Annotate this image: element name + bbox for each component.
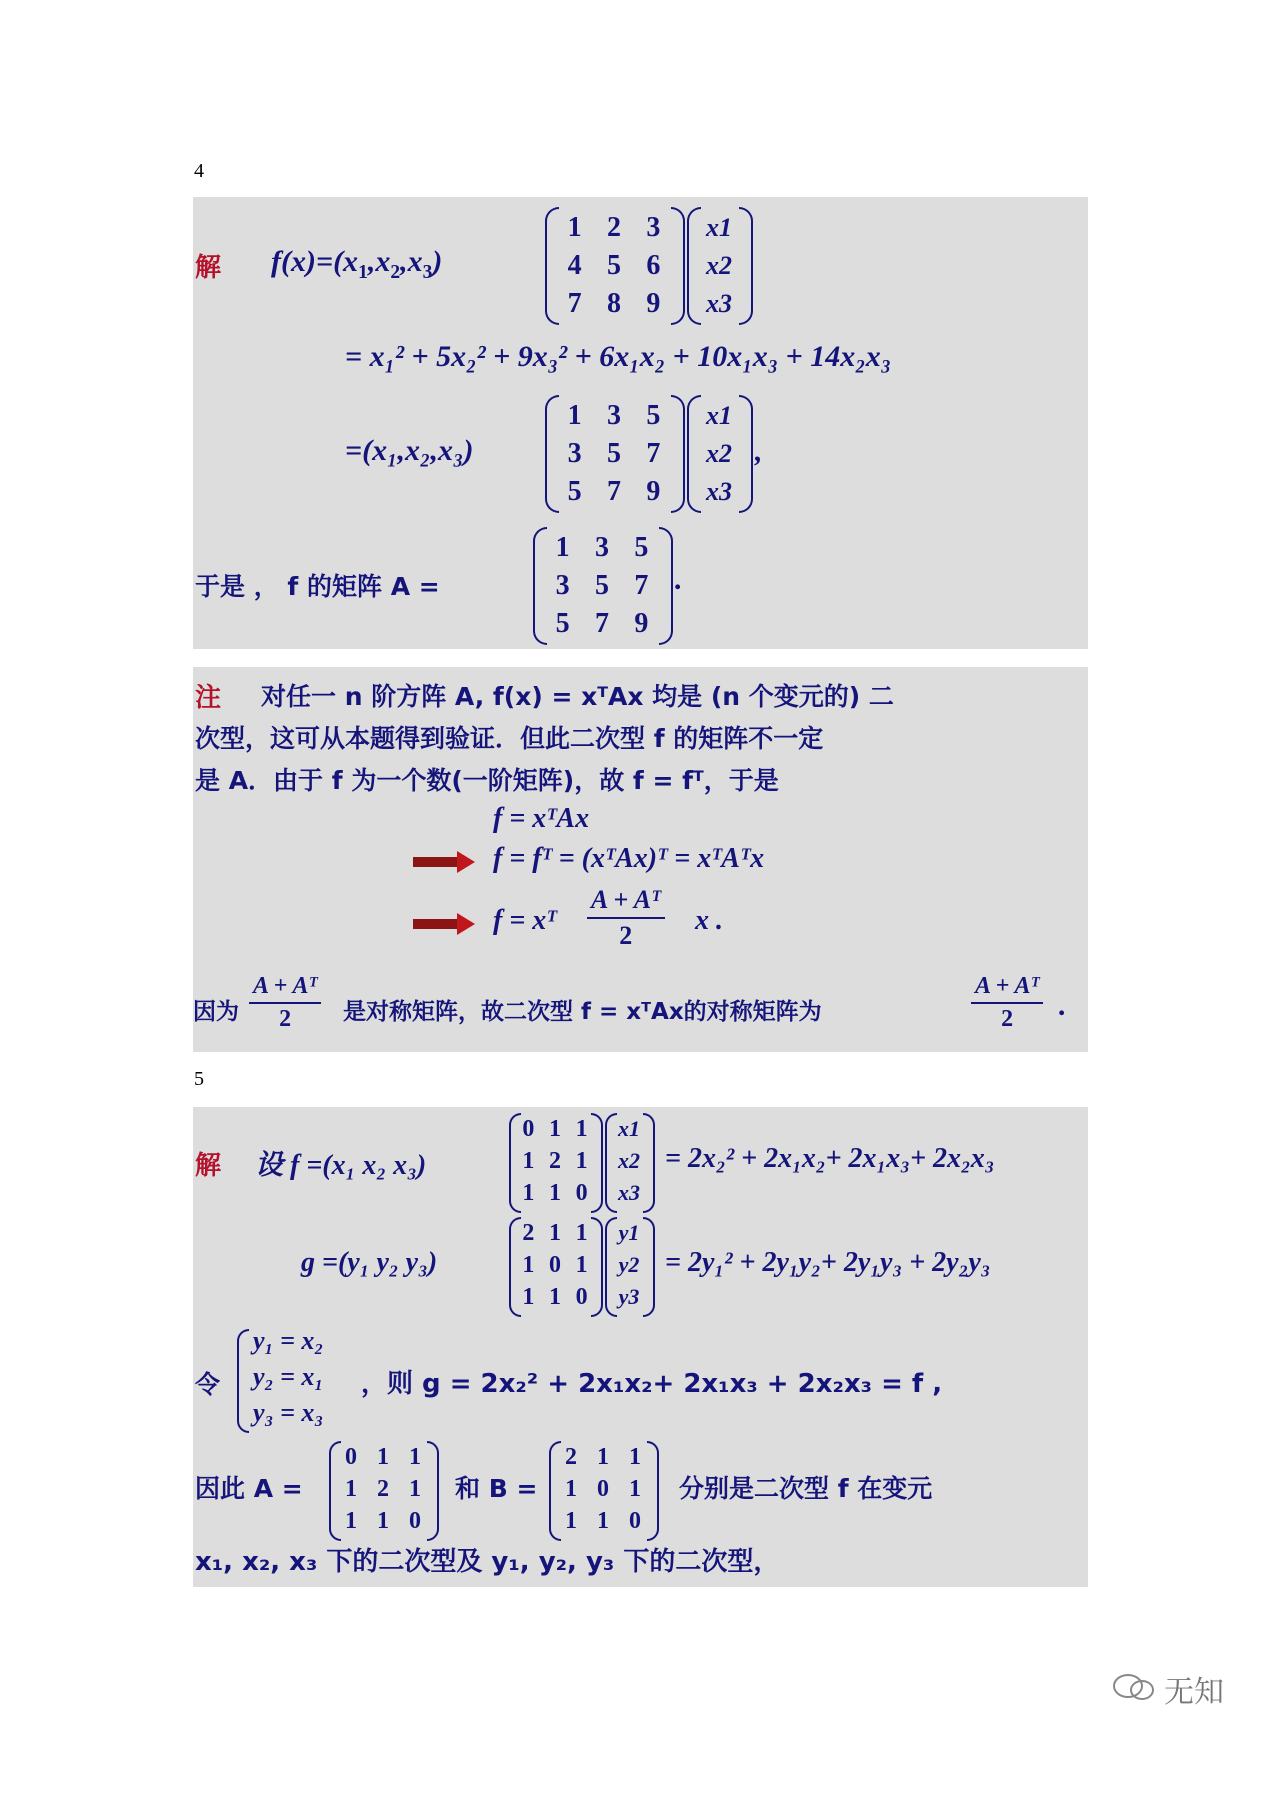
matrix-bracket-right xyxy=(591,1217,603,1317)
matrix-cell: 1 xyxy=(377,1444,389,1470)
matrix-cell: 0 xyxy=(575,1180,588,1206)
vector-entry: x2 xyxy=(706,251,732,280)
eq-symmetric-form: =(x₁,x₂,x₃) xyxy=(345,434,474,467)
comma: , xyxy=(755,435,763,468)
matrix-cell: 6 xyxy=(646,250,661,281)
eq-f-expanded: = 2x₂² + 2x₁x₂+ 2x₁x₃+ 2x₂x₃ xyxy=(665,1143,995,1174)
fraction-numerator: A + Aᵀ xyxy=(249,973,321,1004)
matrix-cell: 1 xyxy=(575,1220,588,1246)
matrix-cell: 2 xyxy=(377,1476,389,1502)
matrix-cell: 3 xyxy=(594,532,609,563)
substitution-row: y₁ = x₂ xyxy=(253,1326,324,1355)
matrix-bracket-right xyxy=(427,1441,439,1541)
solution-panel-4 xyxy=(193,197,1088,649)
vector-x xyxy=(697,209,741,323)
fraction-a-plus-at xyxy=(587,885,665,951)
fraction-denominator: 2 xyxy=(1001,1006,1014,1032)
matrix-cell: 1 xyxy=(597,1508,609,1534)
vector-entry: x1 xyxy=(706,401,732,430)
matrix-cell: 2 xyxy=(522,1220,535,1246)
fraction-a-plus-at xyxy=(971,973,1043,1033)
matrix-cell: 9 xyxy=(634,608,649,639)
matrix-cell: 1 xyxy=(548,1284,561,1310)
system-brace xyxy=(237,1329,249,1433)
hence-tail: 分别是二次型 f 在变元 xyxy=(679,1474,933,1503)
matrix-cell: 1 xyxy=(548,1220,561,1246)
period: . xyxy=(675,563,683,596)
matrix-cell: 1 xyxy=(629,1476,641,1502)
then-equation: ，则 g = 2x₂² + 2x₁x₂+ 2x₁x₃ + 2x₂x₃ = f , xyxy=(361,1369,943,1399)
matrix-cell: 1 xyxy=(575,1252,588,1278)
substitution-row: y₂ = x₁ xyxy=(253,1362,324,1391)
matrix-cell: 0 xyxy=(597,1476,609,1502)
matrix-cell: 5 xyxy=(606,438,621,469)
matrix-cell: 5 xyxy=(594,570,609,601)
matrix-cell: 1 xyxy=(522,1180,535,1206)
matrix-cell: 1 xyxy=(567,400,582,431)
fraction-denominator: 2 xyxy=(279,1006,292,1032)
matrix-cell: 0 xyxy=(409,1508,421,1534)
eq-symmetric-rhs: x . xyxy=(695,905,723,936)
matrix-cell: 1 xyxy=(522,1252,535,1278)
matrix-cell: 2 xyxy=(565,1444,577,1470)
matrix-cell: 7 xyxy=(567,288,582,319)
matrix-cell: 0 xyxy=(345,1444,357,1470)
matrix-f xyxy=(515,1113,595,1209)
and-b-label: 和 B = xyxy=(455,1474,538,1503)
matrix-cell: 9 xyxy=(646,476,661,507)
matrix-cell: 7 xyxy=(646,438,661,469)
arrow-right-icon xyxy=(413,913,475,935)
matrix-cell: 3 xyxy=(646,212,661,243)
matrix-cell: 1 xyxy=(575,1148,588,1174)
vector-entry: y2 xyxy=(618,1252,640,1277)
matrix-a-final xyxy=(335,1441,431,1537)
matrix-cell: 3 xyxy=(606,400,621,431)
matrix-b-final xyxy=(555,1441,651,1537)
matrix-cell: 1 xyxy=(597,1444,609,1470)
matrix-bracket-right xyxy=(647,1441,659,1541)
arrow-right-icon xyxy=(413,851,475,873)
matrix-cell: 1 xyxy=(565,1508,577,1534)
matrix-symmetric xyxy=(555,397,673,511)
vector-entry: x3 xyxy=(618,1180,640,1205)
matrix-cell: 5 xyxy=(646,400,661,431)
substitution-system xyxy=(253,1323,323,1431)
eq-f-def: 设 f =(x₁ x₂ x₃) xyxy=(255,1150,427,1181)
matrix-cell: 2 xyxy=(548,1148,561,1174)
matrix-cell: 1 xyxy=(409,1476,421,1502)
matrix-cell: 5 xyxy=(555,608,570,639)
fraction-denominator: 2 xyxy=(619,921,633,950)
matrix-cell: 3 xyxy=(567,438,582,469)
matrix-cell: 1 xyxy=(522,1284,535,1310)
vector-entry: x3 xyxy=(706,289,732,318)
vector-entry: x1 xyxy=(706,213,732,242)
matrix-cell: 1 xyxy=(409,1444,421,1470)
fraction-a-plus-at xyxy=(249,973,321,1033)
let-label: 令 xyxy=(195,1370,221,1399)
matrix-bracket-right xyxy=(591,1113,603,1213)
page-number-4: 4 xyxy=(194,160,204,182)
note-line-3: 是 A．由于 f 为一个数(一阶矩阵)，故 f = fᵀ，于是 xyxy=(195,766,779,795)
eq-g-def: g =(y₁ y₂ y₃) xyxy=(301,1247,438,1278)
vector-entry: y1 xyxy=(618,1220,640,1245)
hence-a-label: 因此 A = xyxy=(195,1474,303,1503)
watermark-text: 无知 xyxy=(1164,1675,1224,1710)
matrix-a xyxy=(555,209,673,323)
conclusion-text: 于是 ， f 的矩阵 A = xyxy=(195,572,440,601)
substitution-row: y₃ = x₃ xyxy=(253,1398,324,1427)
matrix-cell: 1 xyxy=(629,1444,641,1470)
page-number-5: 5 xyxy=(194,1068,204,1090)
fraction-numerator: A + Aᵀ xyxy=(587,885,665,919)
matrix-cell: 5 xyxy=(634,532,649,563)
matrix-cell: 7 xyxy=(634,570,649,601)
vector-bracket-right xyxy=(739,207,753,325)
last-line-because: 因为 xyxy=(193,999,239,1025)
matrix-cell: 1 xyxy=(548,1116,561,1142)
vector-x xyxy=(611,1113,647,1209)
matrix-g xyxy=(515,1217,595,1313)
matrix-cell: 1 xyxy=(555,532,570,563)
vector-bracket-right xyxy=(739,395,753,513)
matrix-cell: 1 xyxy=(548,1180,561,1206)
vector-x xyxy=(697,397,741,511)
vector-entry: x3 xyxy=(706,477,732,506)
vector-bracket-right xyxy=(643,1217,655,1317)
matrix-cell: 9 xyxy=(646,288,661,319)
matrix-cell: 1 xyxy=(345,1508,357,1534)
matrix-cell: 3 xyxy=(555,570,570,601)
matrix-cell: 1 xyxy=(575,1116,588,1142)
final-line: x₁, x₂, x₃ 下的二次型及 y₁, y₂, y₃ 下的二次型， xyxy=(195,1547,780,1577)
note-label: 注 xyxy=(195,683,222,713)
eq-f-definition: $f(x)=(x_1,x_2,x_3)$ xyxy=(271,245,443,283)
eq-expanded: = x₁² + 5x₂² + 9x₃² + 6x₁x₂ + 10x₁x₃ + 14x₂x₃ xyxy=(345,340,892,373)
matrix-cell: 7 xyxy=(606,476,621,507)
eq-transpose: f = fᵀ = (xᵀAx)ᵀ = xᵀAᵀx xyxy=(493,843,765,874)
vector-entry: x2 xyxy=(618,1148,640,1173)
vector-bracket-right xyxy=(643,1113,655,1213)
matrix-result-a xyxy=(543,529,661,643)
matrix-cell: 7 xyxy=(594,608,609,639)
matrix-cell: 1 xyxy=(345,1476,357,1502)
note-line-2: 次型，这可从本题得到验证．但此二次型 f 的矩阵不一定 xyxy=(195,724,824,753)
matrix-bracket-right xyxy=(671,207,685,325)
fraction-numerator: A + Aᵀ xyxy=(971,973,1043,1004)
matrix-cell: 8 xyxy=(606,288,621,319)
last-line-symmetric: 是对称矩阵，故二次型 f = xᵀAx的对称矩阵为 xyxy=(343,999,822,1025)
matrix-cell: 1 xyxy=(377,1508,389,1534)
matrix-cell: 4 xyxy=(567,250,582,281)
matrix-cell: 0 xyxy=(575,1284,588,1310)
note-line-1: 对任一 n 阶方阵 A, f(x) = xᵀAx 均是 (n 个变元的) 二 xyxy=(261,682,894,711)
solution-panel-5 xyxy=(193,1107,1088,1587)
matrix-cell: 1 xyxy=(567,212,582,243)
solution-label: 解 xyxy=(195,253,222,283)
eq-symmetric-lhs: f = xᵀ xyxy=(493,905,557,936)
matrix-cell: 1 xyxy=(522,1148,535,1174)
vector-entry: x2 xyxy=(706,439,732,468)
wechat-logo-icon xyxy=(1110,1672,1160,1702)
matrix-cell: 0 xyxy=(629,1508,641,1534)
eq-f-xtax: f = xᵀAx xyxy=(493,803,590,834)
vector-y xyxy=(611,1217,647,1313)
matrix-cell: 0 xyxy=(548,1252,561,1278)
eq-g-expanded: = 2y₁² + 2y₁y₂+ 2y₁y₃ + 2y₂y₃ xyxy=(665,1247,991,1278)
matrix-cell: 1 xyxy=(565,1476,577,1502)
matrix-cell: 0 xyxy=(522,1116,535,1142)
matrix-cell: 5 xyxy=(606,250,621,281)
matrix-bracket-right xyxy=(671,395,685,513)
solution-label: 解 xyxy=(195,1151,222,1181)
matrix-cell: 5 xyxy=(567,476,582,507)
note-panel xyxy=(193,667,1088,1052)
vector-entry: y3 xyxy=(618,1284,640,1309)
period: . xyxy=(1059,989,1067,1022)
matrix-cell: 2 xyxy=(606,212,621,243)
matrix-bracket-right xyxy=(659,527,673,645)
vector-entry: x1 xyxy=(618,1116,640,1141)
